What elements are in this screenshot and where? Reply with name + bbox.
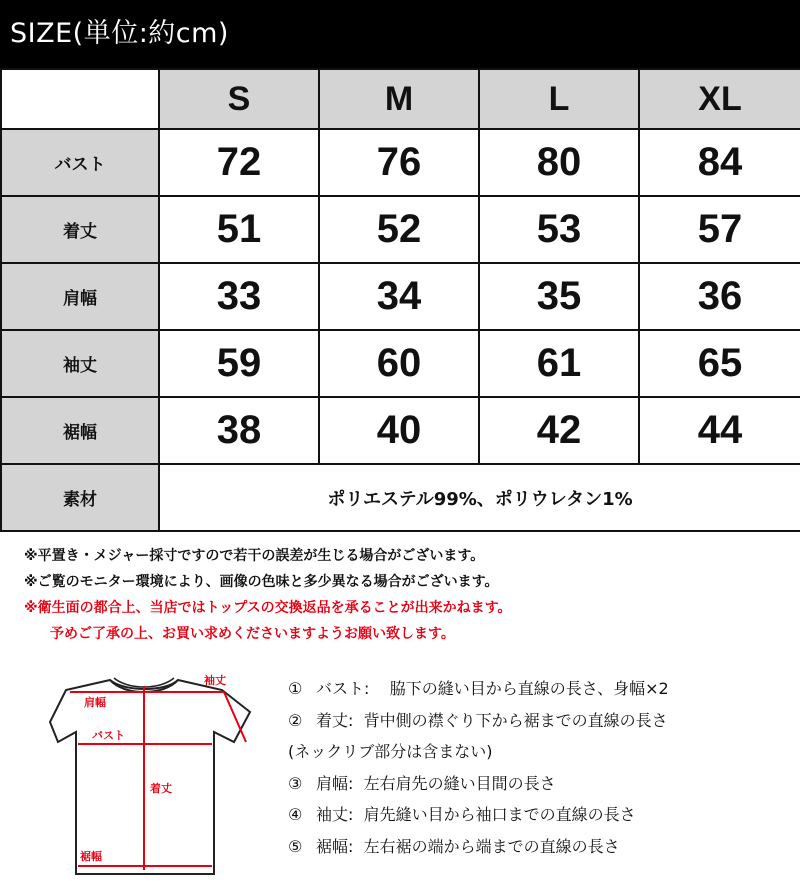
diagram-label-hem: 裾幅 <box>80 850 102 863</box>
size-col-m: M <box>319 69 479 129</box>
size-col-xl: XL <box>639 69 800 129</box>
material-value: ポリエステル99%、ポリウレタン1% <box>159 464 800 531</box>
tshirt-outline <box>50 680 250 874</box>
note-acknowledge: 予めご了承の上、お買い求めくださいますようお願い致します。 <box>50 626 455 642</box>
row-label-shoulder: 肩幅 <box>1 263 159 330</box>
table-cell: 53 <box>479 196 639 263</box>
legend-term: (ネックリブ部分は含まない) <box>288 742 493 761</box>
note-no-return: ※衛生面の都合上、当店ではトップスの交換返品を承ることが出来かねます。 <box>24 600 512 616</box>
row-label-material: 素材 <box>1 464 159 531</box>
legend-gap <box>353 831 363 863</box>
table-cell: 72 <box>159 129 319 196</box>
table-row <box>1 129 800 196</box>
legend-item-bust <box>288 673 793 705</box>
table-cell: 76 <box>319 129 479 196</box>
diagram-label-sleeve: 袖丈 <box>204 674 226 687</box>
legend-desc: 左右裾の端から端までの直線の長さ <box>363 836 620 856</box>
table-row <box>1 196 800 263</box>
tshirt-outline-svg <box>40 662 280 882</box>
table-cell: 38 <box>159 397 319 464</box>
legend-term: バスト: <box>316 679 370 698</box>
legend-item-length <box>288 705 793 737</box>
table-cell: 42 <box>479 397 639 464</box>
legend-gap <box>353 799 363 831</box>
row-label-bust: バスト <box>1 129 159 196</box>
row-label-length: 着丈 <box>1 196 159 263</box>
table-cell: 44 <box>639 397 800 464</box>
table-row <box>1 263 800 330</box>
table-cell: 80 <box>479 129 639 196</box>
legend-desc: 左右肩先の縫い目間の長さ <box>363 773 556 793</box>
table-cell: 60 <box>319 330 479 397</box>
size-col-l: L <box>479 69 639 129</box>
table-cell: 52 <box>319 196 479 263</box>
legend-num: ⑤ <box>288 836 303 856</box>
row-label-hem: 裾幅 <box>1 397 159 464</box>
table-cell: 84 <box>639 129 800 196</box>
size-header-row <box>1 69 800 129</box>
legend-desc: 肩先縫い目から袖口までの直線の長さ <box>363 805 636 824</box>
diagram-label-length: 着丈 <box>150 782 172 795</box>
legend-num: ③ <box>288 773 303 793</box>
legend-item-length-note <box>288 736 793 768</box>
table-cell: 61 <box>479 330 639 397</box>
legend-desc: 背中側の襟ぐり下から裾までの直線の長さ <box>363 710 668 730</box>
size-table <box>0 68 800 532</box>
notes <box>24 543 794 647</box>
material-row <box>1 464 800 531</box>
legend-gap <box>369 673 389 705</box>
legend-term: 裾幅: <box>316 836 354 856</box>
legend-num: ① <box>288 679 303 698</box>
legend-gap <box>353 705 363 737</box>
table-cell: 57 <box>639 196 800 263</box>
table-cell: 33 <box>159 263 319 330</box>
table-cell: 51 <box>159 196 319 263</box>
note-measurement: ※平置き・メジャー採寸ですので若干の誤差が生じる場合がございます。 <box>24 548 485 564</box>
size-title: SIZE(単位:約cm) <box>10 18 229 49</box>
legend-term: 袖丈: <box>316 805 354 824</box>
table-corner-cell <box>1 69 159 129</box>
legend-desc: 脇下の縫い目から直線の長さ、身幅×2 <box>389 679 669 698</box>
legend-num: ② <box>288 710 303 730</box>
diagram-label-bust: バスト <box>92 729 125 742</box>
size-col-s: S <box>159 69 319 129</box>
legend-gap <box>353 768 363 800</box>
row-label-sleeve: 袖丈 <box>1 330 159 397</box>
legend-term: 着丈: <box>316 710 354 730</box>
table-cell: 34 <box>319 263 479 330</box>
tshirt-diagram <box>40 662 280 882</box>
table-row <box>1 397 800 464</box>
size-header <box>0 0 800 68</box>
diagram-label-shoulder: 肩幅 <box>84 696 106 709</box>
table-cell: 59 <box>159 330 319 397</box>
table-cell: 36 <box>639 263 800 330</box>
legend-item-hem <box>288 831 793 863</box>
note-monitor: ※ご覧のモニター環境により、画像の色味と多少異なる場合がございます。 <box>24 574 499 590</box>
table-cell: 40 <box>319 397 479 464</box>
legend-item-shoulder <box>288 768 793 800</box>
legend-item-sleeve <box>288 799 793 831</box>
table-row <box>1 330 800 397</box>
legend-num: ④ <box>288 805 303 824</box>
table-cell: 65 <box>639 330 800 397</box>
legend-term: 肩幅: <box>316 773 354 793</box>
table-cell: 35 <box>479 263 639 330</box>
measurement-legend <box>288 673 793 862</box>
